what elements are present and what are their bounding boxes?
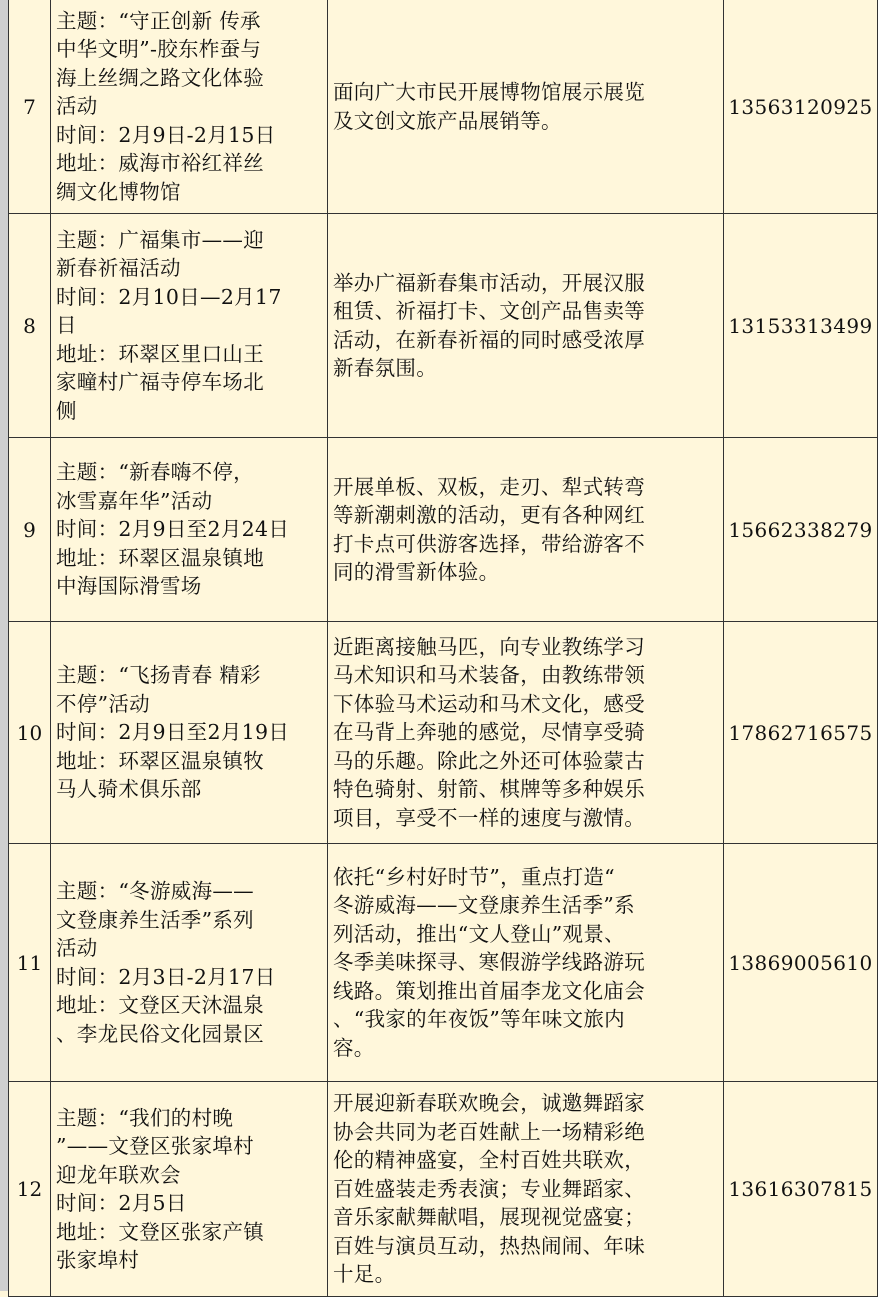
event-description-cell bbox=[328, 1082, 724, 1297]
info-line: 活动 bbox=[56, 936, 98, 960]
description-line: 项目，享受不一样的速度与激情。 bbox=[333, 805, 645, 830]
contact-phone: 13563120925 bbox=[724, 0, 878, 214]
table-row bbox=[9, 844, 878, 1082]
description-line: 音乐家献舞献唱，展现视觉盛宴； bbox=[333, 1205, 645, 1230]
event-description-cell bbox=[328, 622, 724, 844]
info-line: 主题：“冬游威海—— bbox=[56, 879, 254, 903]
row-number: 8 bbox=[9, 214, 51, 438]
events-table-body bbox=[9, 0, 878, 1297]
description-line: 特色骑射、射箭、棋牌等多种娱乐 bbox=[333, 777, 645, 802]
contact-phone: 17862716575 bbox=[724, 622, 878, 844]
info-line: 地址：环翠区温泉镇牧 bbox=[56, 748, 264, 773]
description-line: 打卡点可供游客选择，带给游客不 bbox=[333, 531, 645, 556]
description-line: 在马背上奔驰的感觉，尽情享受骑 bbox=[333, 720, 645, 745]
info-line: ”——文登区张家埠村 bbox=[56, 1134, 254, 1158]
description-line: 马的乐趣。除此之外还可体验蒙古 bbox=[333, 748, 645, 773]
event-description-cell bbox=[328, 0, 724, 214]
table-row bbox=[9, 0, 878, 214]
row-number: 9 bbox=[9, 438, 51, 622]
info-line: 冰雪嘉年华”活动 bbox=[56, 488, 213, 513]
description-line: 依托“乡村好时节”，重点打造“ bbox=[333, 864, 615, 889]
description-line: 伦的精神盛宴，全村百姓共联欢， bbox=[333, 1148, 645, 1173]
description-line: 近距离接触马匹，向专业教练学习 bbox=[333, 634, 645, 659]
description-line: 开展单板、双板，走刃、犁式转弯 bbox=[333, 474, 645, 499]
info-line: 、李龙民俗文化园景区 bbox=[56, 1021, 264, 1046]
event-info-cell bbox=[51, 844, 328, 1082]
event-info-cell bbox=[51, 214, 328, 438]
event-description-cell bbox=[328, 844, 724, 1082]
info-line: 时间：2月10日—2月17 bbox=[56, 284, 282, 309]
description-line: 冬游威海——文登康养生活季”系 bbox=[333, 893, 635, 918]
row-number: 10 bbox=[9, 622, 51, 844]
info-line: 时间：2月3日-2月17日 bbox=[56, 964, 276, 989]
info-line: 时间：2月9日至2月19日 bbox=[56, 720, 290, 745]
info-line: 迎龙年联欢会 bbox=[56, 1162, 181, 1187]
row-number: 7 bbox=[9, 0, 51, 214]
description-line: 百姓盛装走秀表演；专业舞蹈家、 bbox=[333, 1176, 645, 1201]
info-line: 活动 bbox=[56, 94, 98, 119]
info-line: 主题：广福集市——迎 bbox=[56, 227, 264, 252]
table-row bbox=[9, 438, 878, 622]
info-line: 地址：环翠区温泉镇地 bbox=[56, 545, 264, 570]
info-line: 主题：“飞扬青春 精彩 bbox=[56, 663, 261, 688]
event-info-cell bbox=[51, 0, 328, 214]
event-info-cell bbox=[51, 438, 328, 622]
info-line: 地址：威海市裕红祥丝 bbox=[56, 151, 264, 176]
info-line: 地址：环翠区里口山王 bbox=[56, 341, 264, 366]
row-number: 12 bbox=[9, 1082, 51, 1297]
info-line: 海上丝绸之路文化体验 bbox=[56, 65, 264, 90]
contact-phone: 13869005610 bbox=[724, 844, 878, 1082]
info-line: 主题：“我们的村晚 bbox=[56, 1105, 234, 1130]
info-line: 时间：2月9日-2月15日 bbox=[56, 122, 276, 147]
description-line: 马术知识和马术装备，由教练带领 bbox=[333, 663, 645, 688]
contact-phone: 13616307815 bbox=[724, 1082, 878, 1297]
info-line: 主题：“守正创新 传承 bbox=[56, 8, 261, 33]
contact-phone: 13153313499 bbox=[724, 214, 878, 438]
description-line: 同的滑雪新体验。 bbox=[333, 560, 500, 584]
description-line: 开展迎新春联欢晚会，诚邀舞蹈家 bbox=[333, 1091, 645, 1116]
info-line: 绸文化博物馆 bbox=[56, 179, 181, 204]
info-line: 主题：“新春嗨不停， bbox=[56, 460, 254, 485]
info-line: 地址：文登区张家产镇 bbox=[56, 1219, 264, 1244]
description-line: 活动，在新春祈福的同时感受浓厚 bbox=[333, 327, 645, 352]
info-line: 时间：2月9日至2月24日 bbox=[56, 517, 290, 542]
table-row bbox=[9, 622, 878, 844]
description-line: 下体验马术运动和马术文化，感受 bbox=[333, 691, 645, 716]
description-line: 等新潮刺激的活动，更有各种网红 bbox=[333, 503, 645, 527]
description-line: 冬季美味探寻、寒假游学线路游玩 bbox=[333, 950, 645, 975]
info-line: 马人骑术俱乐部 bbox=[56, 777, 202, 802]
contact-phone: 15662338279 bbox=[724, 438, 878, 622]
event-info-cell bbox=[51, 1082, 328, 1297]
table-row bbox=[9, 214, 878, 438]
event-info-cell bbox=[51, 622, 328, 844]
description-line: 十足。 bbox=[333, 1262, 396, 1287]
event-description-cell bbox=[328, 438, 724, 622]
description-line: 面向广大市民开展博物馆展示展览 bbox=[333, 80, 645, 104]
info-line: 中华文明”-胶东柞蚕与 bbox=[56, 37, 262, 62]
events-table bbox=[8, 0, 878, 1297]
row-number: 11 bbox=[9, 844, 51, 1082]
info-line: 中海国际滑雪场 bbox=[56, 574, 202, 599]
info-line: 文登康养生活季”系列 bbox=[56, 907, 254, 932]
info-line: 家疃村广福寺停车场北 bbox=[56, 370, 264, 395]
description-line: 线路。策划推出首届李龙文化庙会 bbox=[333, 978, 645, 1003]
info-line: 张家埠村 bbox=[56, 1248, 140, 1272]
info-line: 日 bbox=[56, 313, 77, 338]
info-line: 侧 bbox=[56, 398, 77, 423]
event-description-cell bbox=[328, 214, 724, 438]
description-line: 协会共同为老百姓献上一场精彩绝 bbox=[333, 1119, 645, 1144]
info-line: 新春祈福活动 bbox=[56, 256, 181, 281]
description-line: 新春氛围。 bbox=[333, 356, 437, 380]
description-line: 列活动，推出“文人登山”观景、 bbox=[333, 921, 625, 946]
info-line: 时间：2月5日 bbox=[56, 1191, 187, 1215]
description-line: 及文创文旅产品展销等。 bbox=[333, 108, 562, 133]
description-line: 、“我家的年夜饭”等年味文旅内 bbox=[333, 1007, 625, 1032]
description-line: 租赁、祈福打卡、文创产品售卖等 bbox=[333, 299, 645, 323]
info-line: 地址：文登区天沐温泉 bbox=[56, 993, 264, 1017]
table-row bbox=[9, 1082, 878, 1297]
description-line: 举办广福新春集市活动，开展汉服 bbox=[333, 270, 645, 295]
info-line: 不停”活动 bbox=[56, 691, 150, 716]
description-line: 百姓与演员互动，热热闹闹、年味 bbox=[333, 1233, 645, 1258]
description-line: 容。 bbox=[333, 1035, 375, 1060]
